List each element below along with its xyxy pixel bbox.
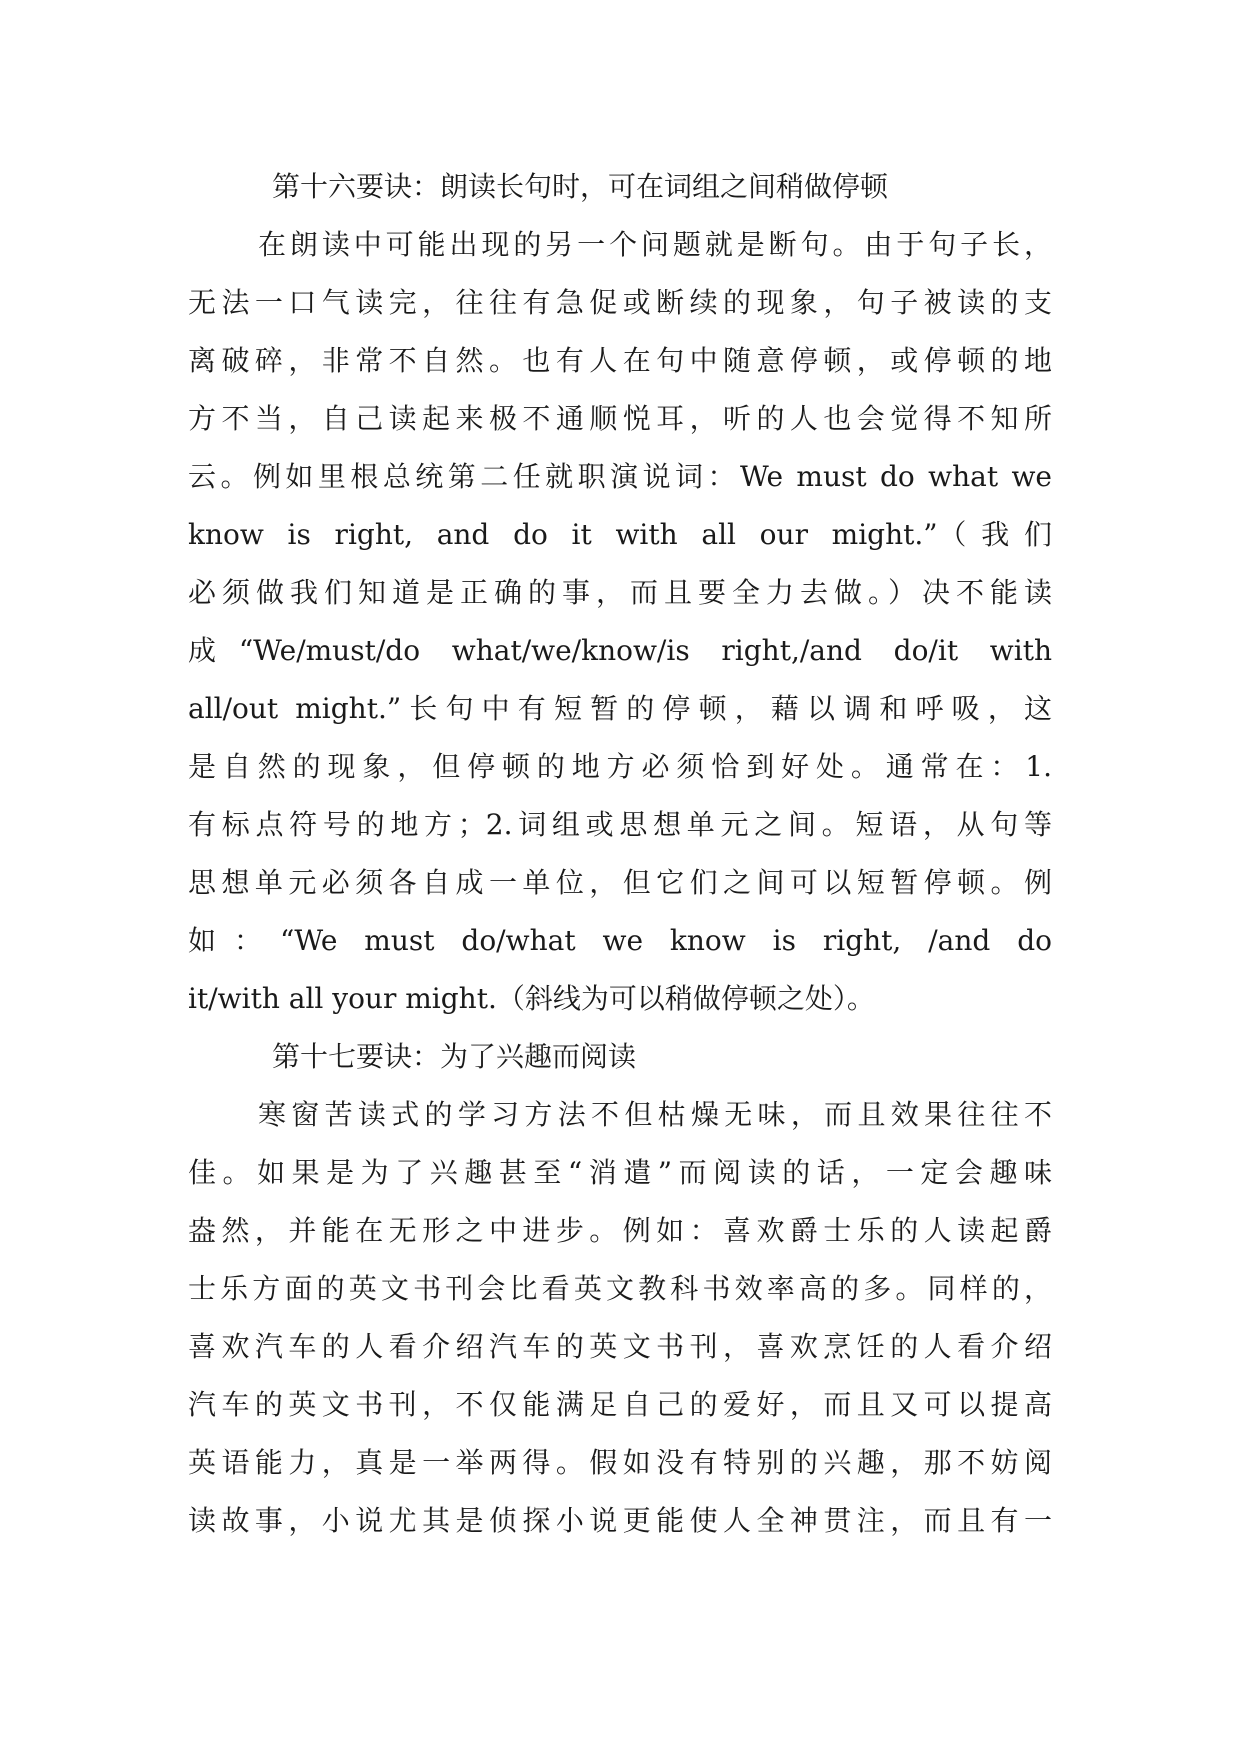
paragraph-line: 方不当，自己读起来极不通顺悦耳，听的人也会觉得不知所 (188, 402, 1052, 435)
paragraph-line: 如：“We must do/what we know is right, /and do (188, 924, 1052, 957)
paragraph-line: 士乐方面的英文书刊会比看英文教科书效率高的多。同样的， (188, 1272, 1052, 1305)
paragraph-line: 无法一口气读完，往往有急促或断续的现象，句子被读的支 (188, 286, 1052, 319)
paragraph-line: 是自然的现象，但停顿的地方必须恰到好处。通常在：1. (188, 750, 1052, 783)
paragraph-line: 佳。如果是为了兴趣甚至“消遣”而阅读的话，一定会趣味 (188, 1156, 1052, 1189)
paragraph-line: 必须做我们知道是正确的事，而且要全力去做。）决不能读 (188, 576, 1052, 609)
paragraph-line: 读故事，小说尤其是侦探小说更能使人全神贯注，而且有一 (188, 1504, 1052, 1537)
paragraph-line: all/out might.”长句中有短暂的停顿，藉以调和呼吸，这 (188, 692, 1052, 725)
paragraph-line: 寒窗苦读式的学习方法不但枯燥无味，而且效果往往不 (258, 1098, 1052, 1131)
paragraph-line: 汽车的英文书刊，不仅能满足自己的爱好，而且又可以提高 (188, 1388, 1052, 1421)
paragraph-line: 喜欢汽车的人看介绍汽车的英文书刊，喜欢烹饪的人看介绍 (188, 1330, 1052, 1363)
paragraph-line: 英语能力，真是一举两得。假如没有特别的兴趣，那不妨阅 (188, 1446, 1052, 1479)
paragraph-line: 成“We/must/do what/we/know/is right,/and do/it with (188, 634, 1052, 667)
section-heading: 第十六要诀：朗读长句时，可在词组之间稍做停顿 (272, 170, 889, 203)
paragraph-line: 有标点符号的地方；2.词组或思想单元之间。短语，从句等 (188, 808, 1052, 841)
paragraph-line: 在朗读中可能出现的另一个问题就是断句。由于句子长， (258, 228, 1052, 261)
paragraph-line: 离破碎，非常不自然。也有人在句中随意停顿，或停顿的地 (188, 344, 1052, 377)
paragraph-line: know is right, and do it with all our might.”（我们 (188, 518, 1052, 551)
paragraph-line: 云。例如里根总统第二任就职演说词：We must do what we (188, 460, 1052, 493)
section-heading: 第十七要诀：为了兴趣而阅读 (272, 1040, 637, 1073)
paragraph (188, 216, 1052, 1028)
paragraph-line: it/with all your might.（斜线为可以稍做停顿之处）。 (188, 982, 875, 1015)
document-body (188, 158, 1052, 1550)
paragraph-line: 盎然，并能在无形之中进步。例如：喜欢爵士乐的人读起爵 (188, 1214, 1052, 1247)
paragraph (188, 1086, 1052, 1550)
paragraph-line: 思想单元必须各自成一单位，但它们之间可以短暂停顿。例 (188, 866, 1052, 899)
